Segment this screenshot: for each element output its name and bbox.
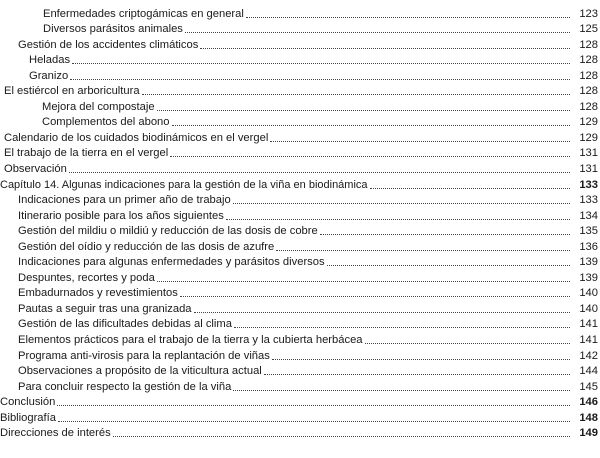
toc-chapter-title: Capítulo 14. Algunas indicaciones para la gestión de la viña en biodinámica [0,178,368,191]
dot-leader [327,265,570,266]
toc-entry[interactable] [0,316,598,332]
toc-entry[interactable] [0,254,598,270]
dot-leader [157,281,570,282]
dot-leader [233,390,570,391]
toc-entry-title: Heladas [29,54,71,67]
dot-leader [58,421,570,422]
dot-leader [320,234,570,235]
toc-entry-page: 123 [579,7,598,20]
dot-leader [370,188,570,189]
dot-leader [226,219,570,220]
toc-entry-title: El trabajo de la tierra en el vergel [4,147,169,160]
toc-entry-page: 140 [579,302,598,315]
toc-entry-page: 129 [579,131,598,144]
toc-entry-page: 139 [579,271,598,284]
toc-entry[interactable] [0,207,598,223]
toc-entry-title: Embadurnados y revestimientos [18,287,178,300]
toc-entry-page: 131 [579,147,598,160]
toc-entry-page: 128 [579,54,598,67]
dot-leader [264,374,570,375]
dot-leader [170,156,570,157]
toc-chapter-entry[interactable] [0,176,598,192]
toc-entry-title: Mejora del compostaje [42,100,155,113]
toc-entry[interactable] [0,192,598,208]
dot-leader [234,327,570,328]
toc-entry-page: 128 [579,38,598,51]
toc-entry-page: 133 [579,178,598,191]
toc-entry-title: Granizo [29,69,69,82]
toc-entry[interactable] [0,36,598,52]
dot-leader [113,436,570,437]
toc-entry[interactable] [0,331,598,347]
toc-entry-page: 148 [579,411,598,424]
toc-entry-page: 128 [579,100,598,113]
toc-entry[interactable] [0,145,598,161]
toc-entry[interactable] [0,394,598,410]
toc-entry[interactable] [0,114,598,130]
toc-entry[interactable] [0,83,598,99]
dot-leader [69,172,570,173]
dot-leader [272,359,570,360]
toc-entry-page: 129 [579,116,598,129]
toc-entry[interactable] [0,347,598,363]
dot-leader [157,110,570,111]
toc-entry-page: 144 [579,365,598,378]
toc-entry-page: 141 [579,318,598,331]
toc-entry-title: El estiércol en arboricultura [4,85,140,98]
table-of-contents [0,5,598,440]
dot-leader [185,32,570,33]
toc-entry-page: 141 [579,334,598,347]
toc-entry-title: Conclusión [0,396,56,409]
toc-entry[interactable] [0,129,598,145]
toc-entry-title: Itinerario posible para los años siguientes [18,209,224,222]
toc-entry-page: 140 [579,287,598,300]
toc-entry[interactable] [0,425,598,441]
toc-entry-page: 131 [579,163,598,176]
toc-entry-page: 128 [579,69,598,82]
toc-entry-title: Indicaciones para un primer año de trabajo [18,194,231,207]
toc-entry-title: Gestión de las dificultades debidas al clima [18,318,232,331]
toc-entry[interactable] [0,21,598,37]
toc-entry[interactable] [0,67,598,83]
dot-leader [233,203,570,204]
dot-leader [246,17,570,18]
toc-entry[interactable] [0,269,598,285]
toc-entry-title: Indicaciones para algunas enfermedades y parásitos diversos [18,256,325,269]
toc-entry-title: Para concluir respecto la gestión de la viña [18,380,232,393]
toc-entry-title: Elementos prácticos para el trabajo de la tierra y la cubierta herbácea [18,334,363,347]
toc-entry-title: Bibliografía [0,411,56,424]
toc-entry-title: Gestión de los accidentes climáticos [18,38,199,51]
toc-entry-page: 145 [579,380,598,393]
toc-entry[interactable] [0,160,598,176]
toc-entry-title: Gestión del mildiu o mildiú y reducción de las dosis de cobre [18,225,318,238]
dot-leader [57,405,570,406]
toc-entry-title: Enfermedades criptogámicas en general [43,7,244,20]
toc-entry-page: 136 [579,240,598,253]
toc-entry[interactable] [0,223,598,239]
toc-entry-page: 142 [579,349,598,362]
dot-leader [70,79,570,80]
toc-entry-title: Calendario de los cuidados biodinámicos en el vergel [4,131,269,144]
dot-leader [365,343,570,344]
toc-entry-page: 146 [579,396,598,409]
dot-leader [180,296,570,297]
toc-entry-page: 133 [579,194,598,207]
toc-entry[interactable] [0,285,598,301]
dot-leader [172,125,571,126]
toc-entry-page: 135 [579,225,598,238]
toc-entry[interactable] [0,378,598,394]
toc-entry-page: 149 [579,427,598,440]
dot-leader [276,250,570,251]
toc-entry[interactable] [0,363,598,379]
toc-entry-title: Programa anti-virosis para la replantación de viñas [18,349,270,362]
toc-entry-title: Complementos del abono [42,116,170,129]
toc-entry[interactable] [0,238,598,254]
toc-entry[interactable] [0,5,598,21]
toc-entry-page: 128 [579,85,598,98]
toc-entry-page: 125 [579,23,598,36]
toc-entry-title: Pautas a seguir tras una granizada [18,302,192,315]
toc-entry-title: Gestión del oídio y reducción de las dosis de azufre [18,240,275,253]
toc-entry-page: 134 [579,209,598,222]
toc-entry-page: 139 [579,256,598,269]
toc-entry-title: Observación [4,163,67,176]
dot-leader [200,48,570,49]
toc-entry-title: Direcciones de interés [0,427,111,440]
dot-leader [270,141,570,142]
toc-entry-title: Despuntes, recortes y poda [18,271,155,284]
dot-leader [72,63,570,64]
dot-leader [142,94,570,95]
toc-entry[interactable] [0,52,598,68]
dot-leader [194,312,570,313]
toc-entry-title: Diversos parásitos animales [43,23,183,36]
toc-entry[interactable] [0,98,598,114]
toc-entry-title: Observaciones a propósito de la viticultura actual [18,365,262,378]
toc-entry[interactable] [0,300,598,316]
toc-entry[interactable] [0,409,598,425]
